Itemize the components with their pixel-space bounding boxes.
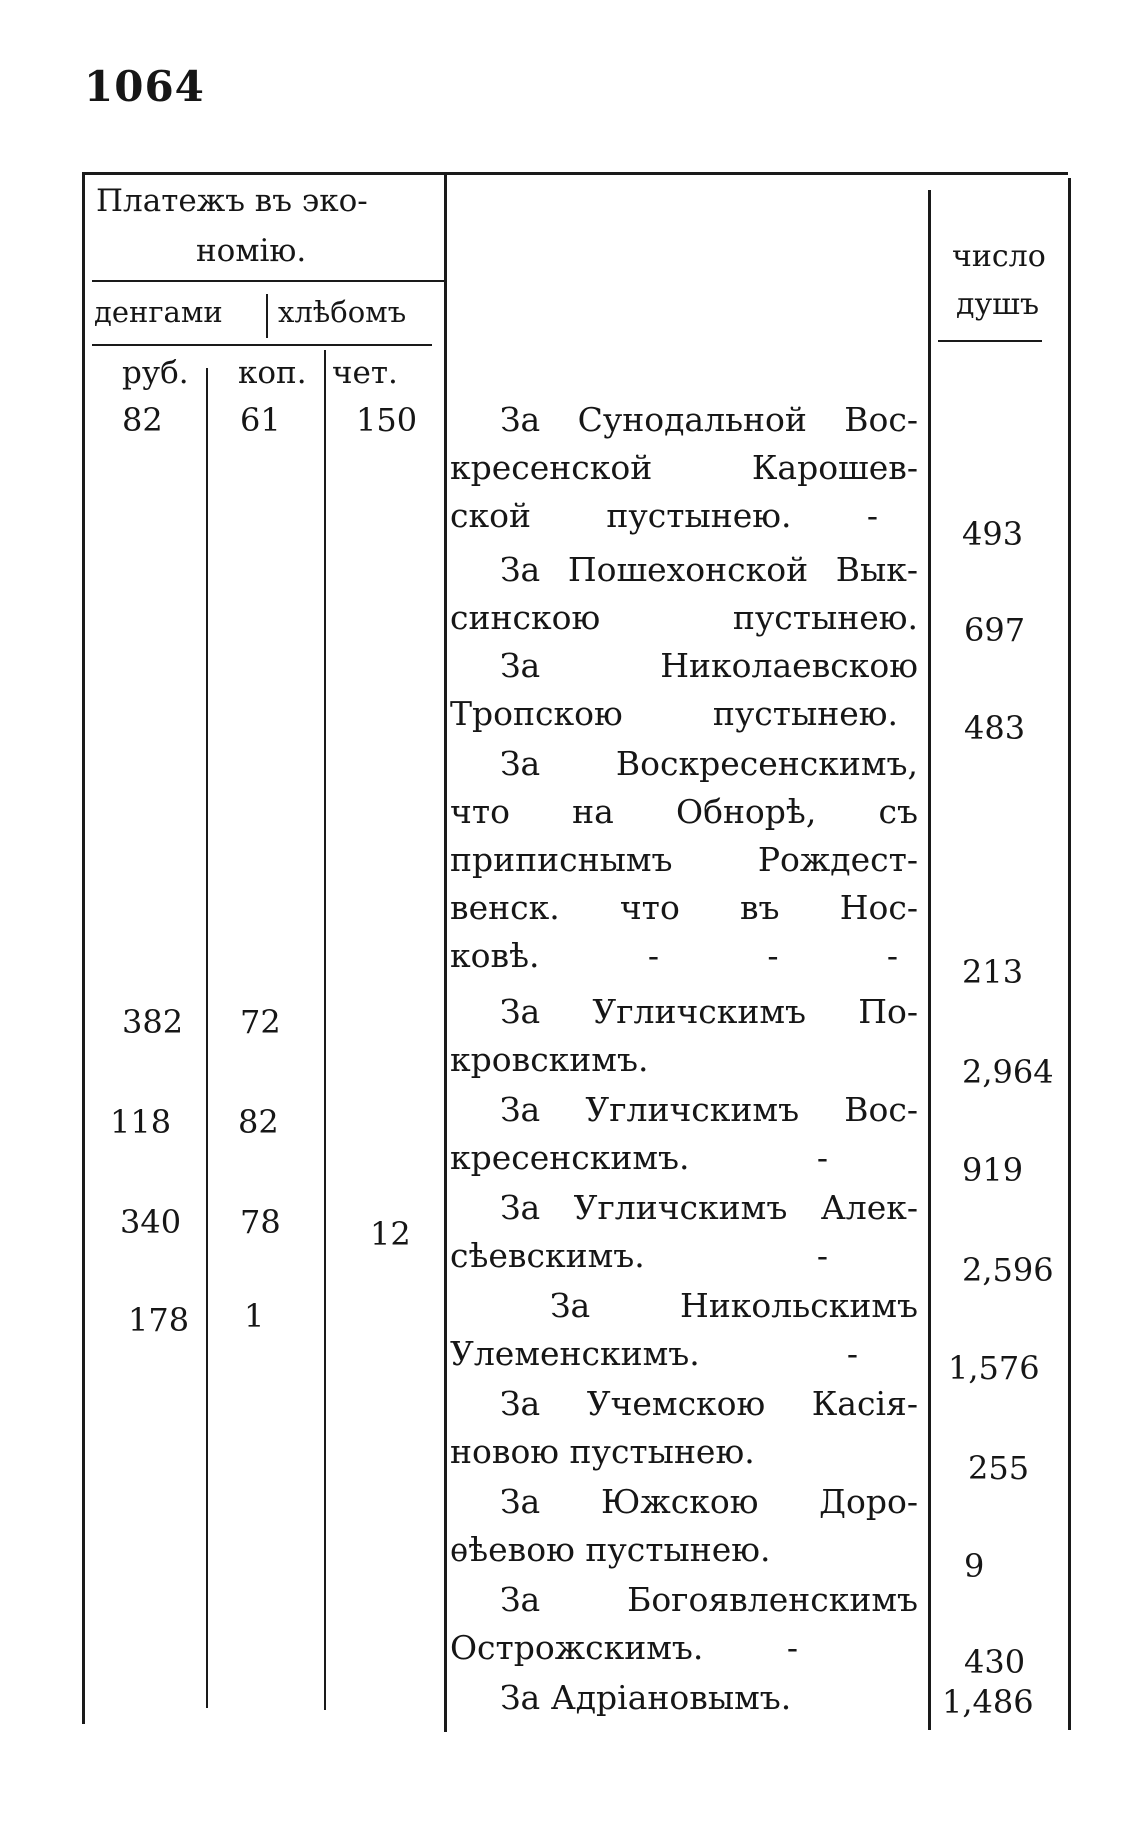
table-top-rule (82, 172, 1068, 175)
entry-line: новою пустынею. (450, 1432, 755, 1471)
entry-line: что на Обнорѣ, съ (450, 792, 918, 831)
chet-value: 150 (356, 401, 418, 439)
souls-value: 1,576 (948, 1349, 1040, 1387)
money-grain-divider (266, 294, 268, 338)
payment-subheader-rule (92, 280, 444, 282)
monastery-entry (450, 1478, 918, 1574)
souls-header-line2: душъ (956, 287, 1040, 322)
entry-line: Тропскою пустынею. (450, 694, 898, 733)
rub-value: 118 (110, 1103, 172, 1141)
souls-value: 919 (962, 1151, 1024, 1189)
monastery-entry (450, 642, 918, 738)
entry-line: За Сунодальной Вос- (500, 400, 918, 439)
entry-line: кресенскимъ. - (450, 1138, 828, 1177)
payment-header-line1: Платежъ въ эко- (96, 183, 368, 219)
entry-line: кровскимъ. (450, 1040, 649, 1079)
rub-header: руб. (122, 355, 189, 391)
payment-header-line2: номію. (196, 233, 307, 269)
entry-line: венск. что въ Нос- (450, 888, 918, 927)
entry-line: За Никольскимъ (550, 1286, 918, 1325)
entry-line: За Угличскимъ По- (500, 992, 918, 1031)
monastery-entry (450, 1380, 918, 1476)
souls-value: 483 (964, 709, 1026, 747)
entry-souls-divider (928, 190, 931, 1730)
chet-value: 12 (370, 1215, 411, 1253)
kop-value: 61 (240, 401, 281, 439)
entry-line: За Адріановымъ. (500, 1678, 792, 1717)
entry-line: За Южскою Доро- (500, 1482, 918, 1521)
monastery-entry (450, 396, 918, 540)
entry-line: За Учемскою Касія- (500, 1384, 918, 1423)
monastery-entry (450, 1184, 918, 1280)
souls-value: 2,964 (962, 1053, 1054, 1091)
money-subheader: денгами (94, 295, 223, 329)
monastery-entry (450, 546, 918, 642)
entry-line: За Богоявленскимъ (500, 1580, 918, 1619)
entry-line: кресенской Карошев- (450, 448, 918, 487)
entry-line: сѣевскимъ. - (450, 1236, 828, 1275)
kop-value: 78 (240, 1203, 281, 1241)
monastery-entry (450, 740, 918, 980)
left-border (82, 172, 85, 1724)
monastery-entry (450, 1282, 918, 1378)
kop-chet-divider (324, 350, 326, 1710)
entry-line: ской пустынею. - (450, 496, 878, 535)
kop-header: коп. (238, 355, 307, 391)
souls-value: 697 (964, 611, 1026, 649)
page-number: 1064 (84, 62, 205, 111)
kop-value: 82 (238, 1103, 279, 1141)
souls-header-rule (938, 340, 1042, 342)
souls-value: 1,486 (942, 1683, 1034, 1721)
souls-value: 213 (962, 953, 1024, 991)
rub-value: 340 (120, 1203, 182, 1241)
right-border (1068, 178, 1071, 1730)
monastery-entry (450, 1674, 918, 1722)
entry-line: За Воскресенскимъ, (500, 744, 918, 783)
entry-line: За Пошехонской Вык- (500, 550, 918, 589)
payment-entry-divider (444, 172, 447, 1732)
entry-line: ѳѣевою пустынею. (450, 1530, 771, 1569)
souls-value: 2,596 (962, 1251, 1054, 1289)
rub-value: 178 (128, 1301, 190, 1339)
souls-header-line1: число (952, 239, 1046, 274)
souls-value: 9 (964, 1547, 985, 1585)
entry-line: Острожскимъ. - (450, 1628, 798, 1667)
souls-value: 430 (964, 1643, 1026, 1681)
monastery-entry (450, 988, 918, 1084)
monastery-entry (450, 1576, 918, 1672)
entry-line: синскою пустынею. (450, 598, 918, 637)
rub-value: 382 (122, 1003, 184, 1041)
units-header-rule (92, 344, 432, 346)
entry-line: ковѣ. - - - (450, 936, 898, 975)
kop-value: 72 (240, 1003, 281, 1041)
entry-line: Улеменскимъ. - (450, 1334, 858, 1373)
souls-value: 493 (962, 515, 1024, 553)
rub-value: 82 (122, 401, 163, 439)
monastery-entry (450, 1086, 918, 1182)
souls-value: 255 (968, 1449, 1030, 1487)
entry-line: За Угличскимъ Алек- (500, 1188, 918, 1227)
kop-value: 1 (244, 1297, 265, 1335)
entry-line: За Николаевскою (500, 646, 918, 685)
grain-subheader: хлѣбомъ (278, 295, 407, 329)
chet-header: чет. (332, 355, 398, 391)
rub-kop-divider (206, 368, 208, 1708)
entry-line: приписнымъ Рождест- (450, 840, 918, 879)
entry-line: За Угличскимъ Вос- (500, 1090, 918, 1129)
